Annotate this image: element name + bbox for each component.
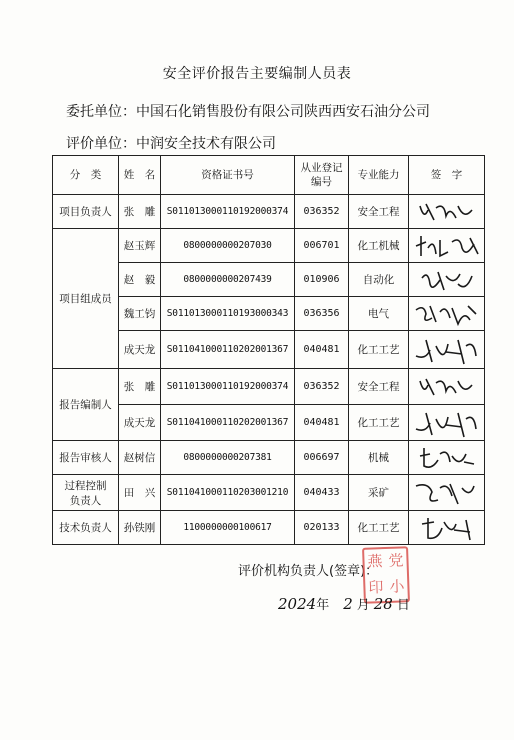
cert-cell: S011041000110202001367 [161, 405, 295, 441]
reg-cell: 010906 [295, 263, 349, 297]
category-cell [53, 475, 119, 511]
signature-image [412, 407, 482, 439]
client-line [66, 101, 430, 121]
reg-cell: 040433 [295, 475, 349, 511]
signature-image [412, 334, 482, 366]
personnel-table [52, 155, 485, 545]
reg-cell: 036352 [295, 369, 349, 405]
table-row [53, 369, 485, 405]
page-title: 安全评价报告主要编制人员表 [162, 66, 352, 82]
signature-image [414, 444, 480, 472]
seal-char: 燕 [367, 552, 383, 571]
signature-cell [409, 475, 485, 511]
category-cell: 报告审核人 [53, 441, 119, 475]
signature-cell [409, 441, 485, 475]
date-line [278, 594, 410, 613]
reg-cell: 036352 [295, 195, 349, 229]
signature-image [414, 373, 480, 401]
ability-cell: 自动化 [349, 263, 409, 297]
signature-cell [409, 405, 485, 441]
ability-cell: 安全工程 [349, 369, 409, 405]
name-cell: 张 雕 [119, 195, 161, 229]
reg-cell: 006697 [295, 441, 349, 475]
date-year-unit: 年 [316, 598, 330, 613]
cert-cell: 0800000000207030 [161, 229, 295, 263]
header-reg-line2: 编号 [311, 176, 332, 188]
signature-cell [409, 229, 485, 263]
seal-char: 小 [389, 577, 405, 596]
name-cell: 赵玉辉 [119, 229, 161, 263]
table-header-row [53, 156, 485, 195]
table-row [53, 195, 485, 229]
name-cell: 赵 毅 [119, 263, 161, 297]
ability-cell: 化工工艺 [349, 405, 409, 441]
evaluator-line [66, 133, 276, 153]
ability-cell: 电气 [349, 297, 409, 331]
table-row [53, 229, 485, 263]
category-cell: 报告编制人 [53, 369, 119, 441]
name-cell: 张 雕 [119, 369, 161, 405]
signature-cell [409, 369, 485, 405]
ability-cell: 安全工程 [349, 195, 409, 229]
seal-char: 印 [368, 578, 384, 597]
date-month: 2 [343, 595, 353, 613]
name-cell: 孙铁刚 [119, 511, 161, 545]
cert-cell: 0800000000207381 [161, 441, 295, 475]
signature-cell [409, 297, 485, 331]
reg-cell: 036356 [295, 297, 349, 331]
cert-cell: S011013000110193000343 [161, 297, 295, 331]
cert-cell: S011041000110203001210 [161, 475, 295, 511]
ability-cell: 化工机械 [349, 229, 409, 263]
client-value: 中国石化销售股份有限公司陕西西安石油分公司 [136, 104, 430, 120]
header-signature: 签 字 [409, 156, 485, 195]
table-row [53, 475, 485, 511]
name-cell: 田 兴 [119, 475, 161, 511]
seal-char: 党 [388, 551, 404, 570]
table-row [53, 441, 485, 475]
header-reg [295, 156, 349, 195]
reg-cell: 020133 [295, 511, 349, 545]
header-ability: 专业能力 [349, 156, 409, 195]
header-category: 分 类 [53, 156, 119, 195]
name-cell: 成天龙 [119, 405, 161, 441]
cert-cell: S011041000110202001367 [161, 331, 295, 369]
reg-cell: 006701 [295, 229, 349, 263]
org-head-signature-line: 评价机构负责人(签章)： [238, 564, 379, 579]
date-day: 28 [373, 595, 393, 613]
evaluator-label: 评价单位： [66, 136, 136, 152]
signature-image [414, 198, 480, 226]
name-cell: 魏工钧 [119, 297, 161, 331]
cert-cell: S011013000110192000374 [161, 195, 295, 229]
date-year: 2024 [278, 595, 317, 613]
header-cert: 资格证书号 [161, 156, 295, 195]
header-name: 姓 名 [119, 156, 161, 195]
name-cell: 成天龙 [119, 331, 161, 369]
cert-cell: 1100000000100617 [161, 511, 295, 545]
table-row [53, 511, 485, 545]
signature-cell [409, 263, 485, 297]
header-reg-line1: 从业登记 [300, 162, 343, 174]
category-cell: 项目负责人 [53, 195, 119, 229]
signature-cell [409, 511, 485, 545]
cert-cell: 0800000000207439 [161, 263, 295, 297]
category-cell: 技术负责人 [53, 511, 119, 545]
cert-cell: S011013000110192000374 [161, 369, 295, 405]
category-line1: 过程控制 [64, 479, 107, 492]
name-cell: 赵树信 [119, 441, 161, 475]
ability-cell: 化工工艺 [349, 331, 409, 369]
evaluator-value: 中润安全技术有限公司 [136, 136, 276, 152]
ability-cell: 化工工艺 [349, 511, 409, 545]
signature-image [414, 266, 480, 294]
signature-image [412, 300, 482, 328]
signature-image [414, 514, 480, 542]
signature-image [412, 478, 482, 508]
category-cell: 项目组成员 [53, 229, 119, 369]
date-month-unit: 月 [356, 598, 370, 613]
client-label: 委托单位： [66, 104, 136, 120]
category-line2: 负责人 [69, 494, 102, 507]
reg-cell: 040481 [295, 331, 349, 369]
signature-cell [409, 331, 485, 369]
ability-cell: 采矿 [349, 475, 409, 511]
reg-cell: 040481 [295, 405, 349, 441]
signature-cell [409, 195, 485, 229]
ability-cell: 机械 [349, 441, 409, 475]
signature-image [412, 232, 482, 260]
date-day-unit: 日 [396, 598, 410, 613]
